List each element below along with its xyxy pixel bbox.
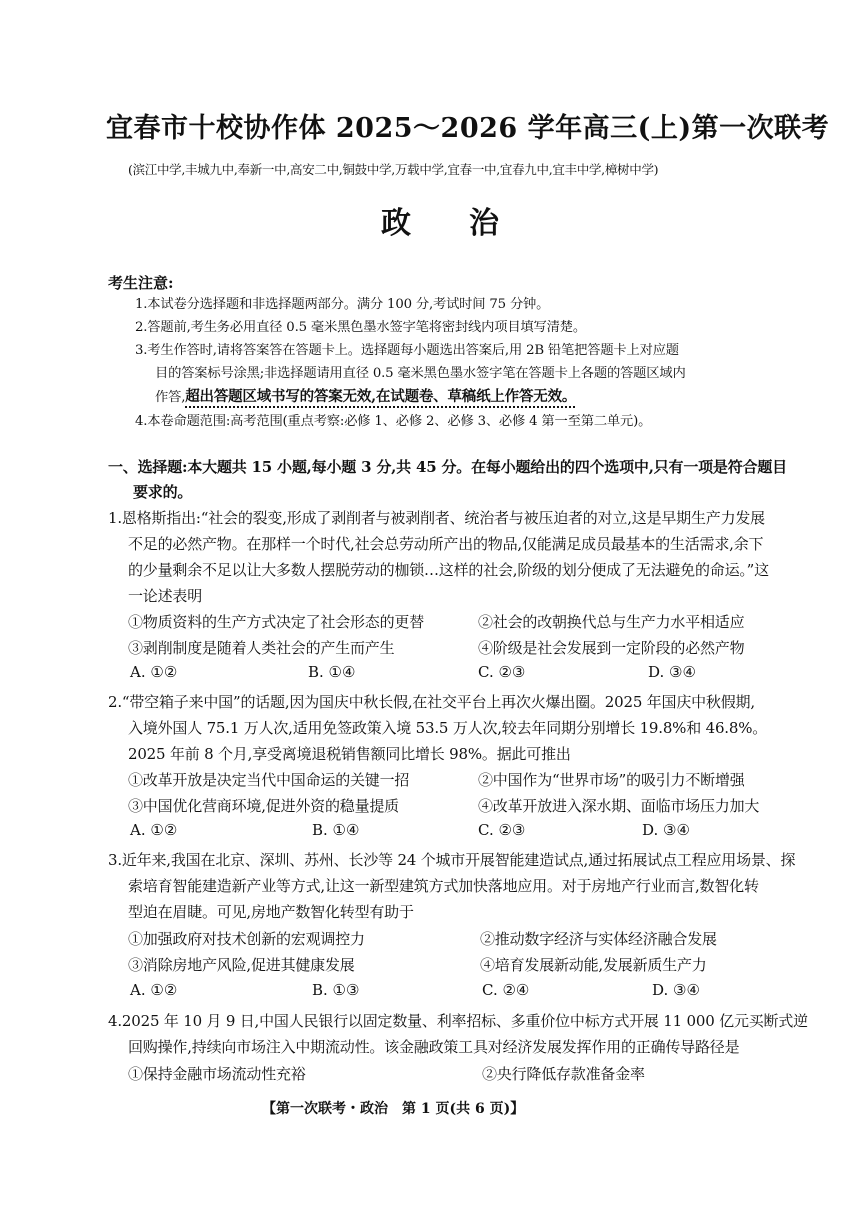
q3-statement-4: ④培育发展新动能,发展新质生产力 bbox=[480, 956, 707, 974]
q1-statement-3: ③剥削制度是随着人类社会的产生而产生 bbox=[128, 639, 395, 657]
q1-line4: 一论述表明 bbox=[128, 587, 203, 605]
notice-heading: 考生注意: bbox=[108, 274, 174, 292]
q4-line1: 4.2025 年 10 月 9 日,中国人民银行以固定数量、利率招标、多重价位中标方式开展 11 000 亿元买断式逆 bbox=[108, 1012, 808, 1030]
notice-item-3-cont: 目的答案标号涂黑;非选择题请用直径 0.5 毫米黑色墨水签字笔在答题卡上各题的答题区域内 bbox=[155, 366, 686, 381]
q3-statement-1: ①加强政府对技术创新的宏观调控力 bbox=[128, 930, 365, 948]
q2-line2: 入境外国人 75.1 万人次,适用免签政策入境 53.5 万人次,较去年同期分别增长 19.8%和 46.8%。 bbox=[128, 719, 768, 737]
subject-title: 政治 bbox=[381, 206, 557, 241]
q1-option-d[interactable]: D. ③④ bbox=[648, 663, 696, 681]
q2-option-c[interactable]: C. ②③ bbox=[478, 821, 526, 839]
q2-statement-3: ③中国优化营商环境,促进外资的稳量提质 bbox=[128, 797, 399, 815]
q4-statement-2: ②央行降低存款准备金率 bbox=[482, 1065, 645, 1083]
q3-option-a[interactable]: A. ①② bbox=[130, 981, 178, 999]
q3-option-d[interactable]: D. ③④ bbox=[652, 981, 700, 999]
q1-statement-2: ②社会的改朝换代总与生产力水平相适应 bbox=[478, 613, 745, 631]
notice-item-4: 4.本卷命题范围:高考范围(重点考察:必修 1、必修 2、必修 3、必修 4 第一至第二单元)。 bbox=[135, 414, 652, 429]
q2-line1: 2.“带空箱子来中国”的话题,因为国庆中秋长假,在社交平台上再次火爆出圈。2025 年国庆中秋假期, bbox=[108, 693, 755, 711]
school-list: (滨江中学,丰城九中,奉新一中,高安二中,铜鼓中学,万载中学,宜春一中,宜春九中,宜丰中学,樟树中学) bbox=[128, 162, 659, 177]
notice-item-1: 1.本试卷分选择题和非选择题两部分。满分 100 分,考试时间 75 分钟。 bbox=[135, 297, 550, 312]
q1-statement-4: ④阶级是社会发展到一定阶段的必然产物 bbox=[478, 639, 745, 657]
q2-option-d[interactable]: D. ③④ bbox=[642, 821, 690, 839]
notice-item-3-end bbox=[155, 385, 576, 406]
notice-item-3-prefix: 作答, bbox=[155, 390, 186, 405]
q1-option-c[interactable]: C. ②③ bbox=[478, 663, 526, 681]
q2-statement-1: ①改革开放是决定当代中国命运的关键一招 bbox=[128, 771, 410, 789]
q4-statement-1: ①保持金融市场流动性充裕 bbox=[128, 1065, 306, 1083]
q2-statement-4: ④改革开放进入深水期、面临市场压力加大 bbox=[478, 797, 760, 815]
q3-line3: 型迫在眉睫。可见,房地产数智化转型有助于 bbox=[128, 903, 414, 921]
page-footer: 【第一次联考・政治 第 1 页(共 6 页)】 bbox=[262, 1101, 525, 1117]
q3-option-b[interactable]: B. ①③ bbox=[312, 981, 360, 999]
notice-item-2: 2.答题前,考生务必用直径 0.5 毫米黑色墨水签字笔将密封线内项目填写清楚。 bbox=[135, 320, 586, 335]
q2-option-a[interactable]: A. ①② bbox=[130, 821, 178, 839]
section-heading-line2: 要求的。 bbox=[133, 483, 193, 501]
q2-line3: 2025 年前 8 个月,享受离境退税销售额同比增长 98%。据此可推出 bbox=[128, 745, 571, 763]
q3-statement-3: ③消除房地产风险,促进其健康发展 bbox=[128, 956, 355, 974]
section-heading-line1: 一、选择题:本大题共 15 小题,每小题 3 分,共 45 分。在每小题给出的四个选项中,只有一项是符合题目 bbox=[108, 458, 787, 476]
exam-title: 宜春市十校协作体 2025～2026 学年高三(上)第一次联考 bbox=[106, 113, 830, 144]
q2-option-b[interactable]: B. ①④ bbox=[312, 821, 360, 839]
q3-line2: 索培育智能建造新产业等方式,让这一新型建筑方式加快落地应用。对于房地产行业而言,数智化转 bbox=[128, 877, 759, 895]
q1-line3: 的少量剩余不足以让大多数人摆脱劳动的枷锁…这样的社会,阶级的划分便成了无法避免的命运。”这 bbox=[128, 561, 769, 579]
q3-statement-2: ②推动数字经济与实体经济融合发展 bbox=[480, 930, 717, 948]
q4-line2: 回购操作,持续向市场注入中期流动性。该金融政策工具对经济发展发挥作用的正确传导路径是 bbox=[128, 1038, 740, 1056]
q1-statement-1: ①物质资料的生产方式决定了社会形态的更替 bbox=[128, 613, 425, 631]
q1-line2: 不足的必然产物。在那样一个时代,社会总劳动所产出的物品,仅能满足成员最基本的生活需求,余下 bbox=[128, 535, 764, 553]
notice-emphasis: 超出答题区域书写的答案无效,在试题卷、草稿纸上作答无效。 bbox=[185, 388, 577, 405]
q2-statement-2: ②中国作为“世界市场”的吸引力不断增强 bbox=[478, 771, 745, 789]
q1-line1: 1.恩格斯指出:“社会的裂变,形成了剥削者与被剥削者、统治者与被压迫者的对立,这是早期生产力发展 bbox=[108, 509, 765, 527]
notice-item-3: 3.考生作答时,请将答案答在答题卡上。选择题每小题选出答案后,用 2B 铅笔把答题卡上对应题 bbox=[135, 343, 679, 358]
q3-line1: 3.近年来,我国在北京、深圳、苏州、长沙等 24 个城市开展智能建造试点,通过拓展试点工程应用场景、探 bbox=[108, 851, 796, 869]
q3-option-c[interactable]: C. ②④ bbox=[482, 981, 530, 999]
q1-option-a[interactable]: A. ①② bbox=[130, 663, 178, 681]
q1-option-b[interactable]: B. ①④ bbox=[308, 663, 356, 681]
